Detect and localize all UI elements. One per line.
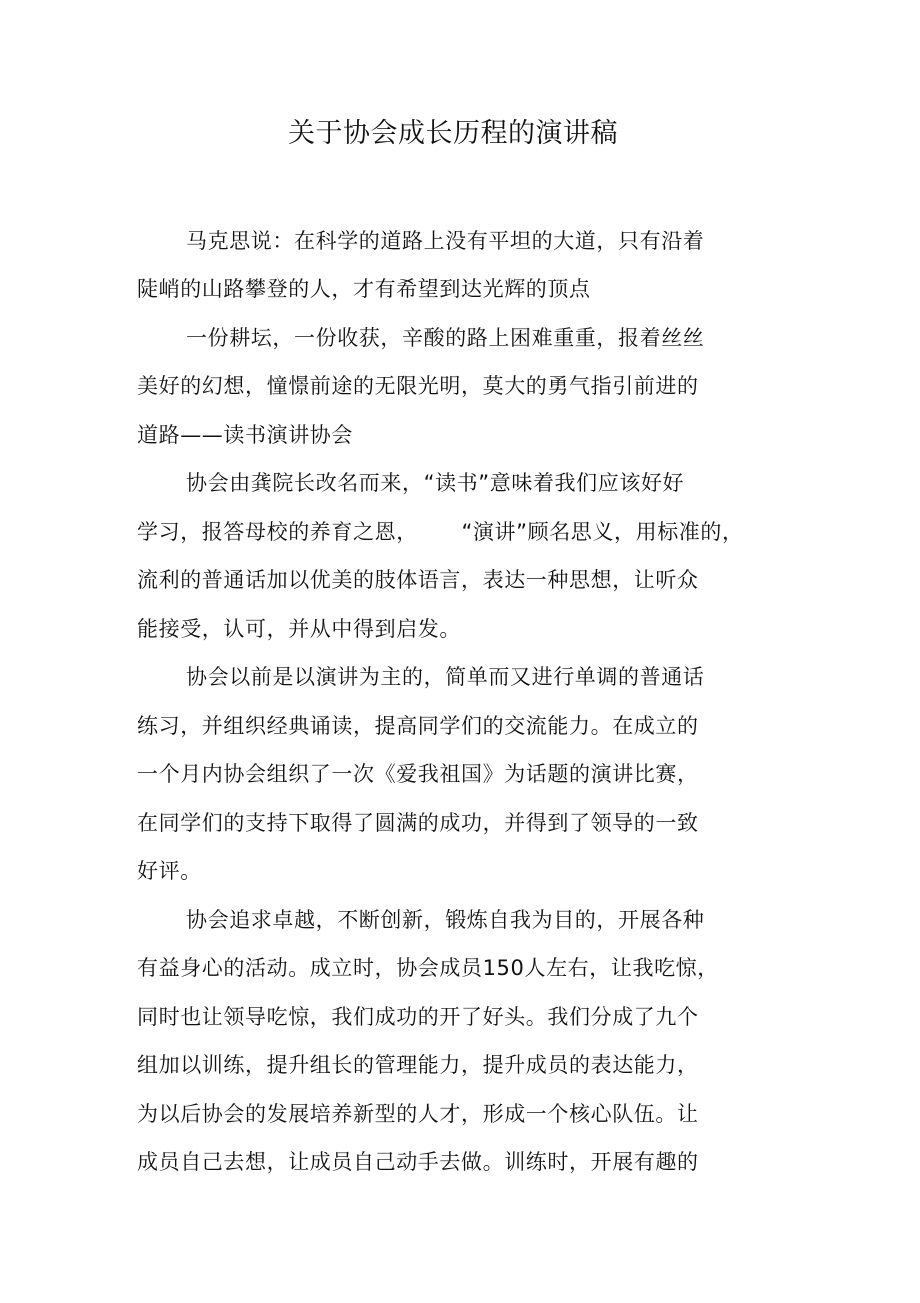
body-line: 流利的普通话加以优美的肢体语言，表达一种思想，让听众 <box>137 568 699 592</box>
body-line: 组加以训练，提升组长的管理能力，提升成员的表达能力， <box>137 1053 699 1077</box>
body-line: 道路——读书演讲协会 <box>137 423 353 447</box>
body-line: 练习，并组织经典诵读，提高同学们的交流能力。在成立的 <box>137 714 699 738</box>
body-line: 美好的幻想，憧憬前途的无限光明，莫大的勇气指引前进的 <box>137 374 699 398</box>
body-line: 有益身心的活动。成立时，协会成员150人左右，让我吃惊， <box>137 956 719 980</box>
body-line: 协会由龚院长改名而来，“读书”意味着我们应该好好 <box>186 471 685 495</box>
body-line: 成员自己去想，让成员自己动手去做。训练时，开展有趣的 <box>137 1150 699 1174</box>
body-line: 同时也让领导吃惊，我们成功的开了好头。我们分成了九个 <box>137 1005 699 1029</box>
body-line: 为以后协会的发展培养新型的人才，形成一个核心队伍。让 <box>137 1102 699 1126</box>
body-line: 一份耕坛，一份收获，辛酸的路上困难重重，报着丝丝 <box>186 326 705 350</box>
body-line: 马克思说：在科学的道路上没有平坦的大道，只有沿着 <box>186 229 705 253</box>
body-line: 好评。 <box>137 859 202 883</box>
body-line: 能接受，认可，并从中得到启发。 <box>137 617 461 641</box>
body-line: 协会追求卓越，不断创新，锻炼自我为目的，开展各种 <box>186 908 705 932</box>
body-line: 学习，报答母校的养育之恩， “演讲”顾名思义，用标准的， <box>137 520 744 544</box>
body-line: 协会以前是以演讲为主的，简单而又进行单调的普通话 <box>186 665 705 689</box>
document-title: 关于协会成长历程的演讲稿 <box>288 118 618 149</box>
body-line: 一个月内协会组织了一次《爱我祖国》为话题的演讲比赛， <box>137 762 699 786</box>
body-line: 陡峭的山路攀登的人，才有希望到达光辉的顶点 <box>137 277 591 301</box>
body-line: 在同学们的支持下取得了圆满的成功，并得到了领导的一致 <box>137 811 699 835</box>
